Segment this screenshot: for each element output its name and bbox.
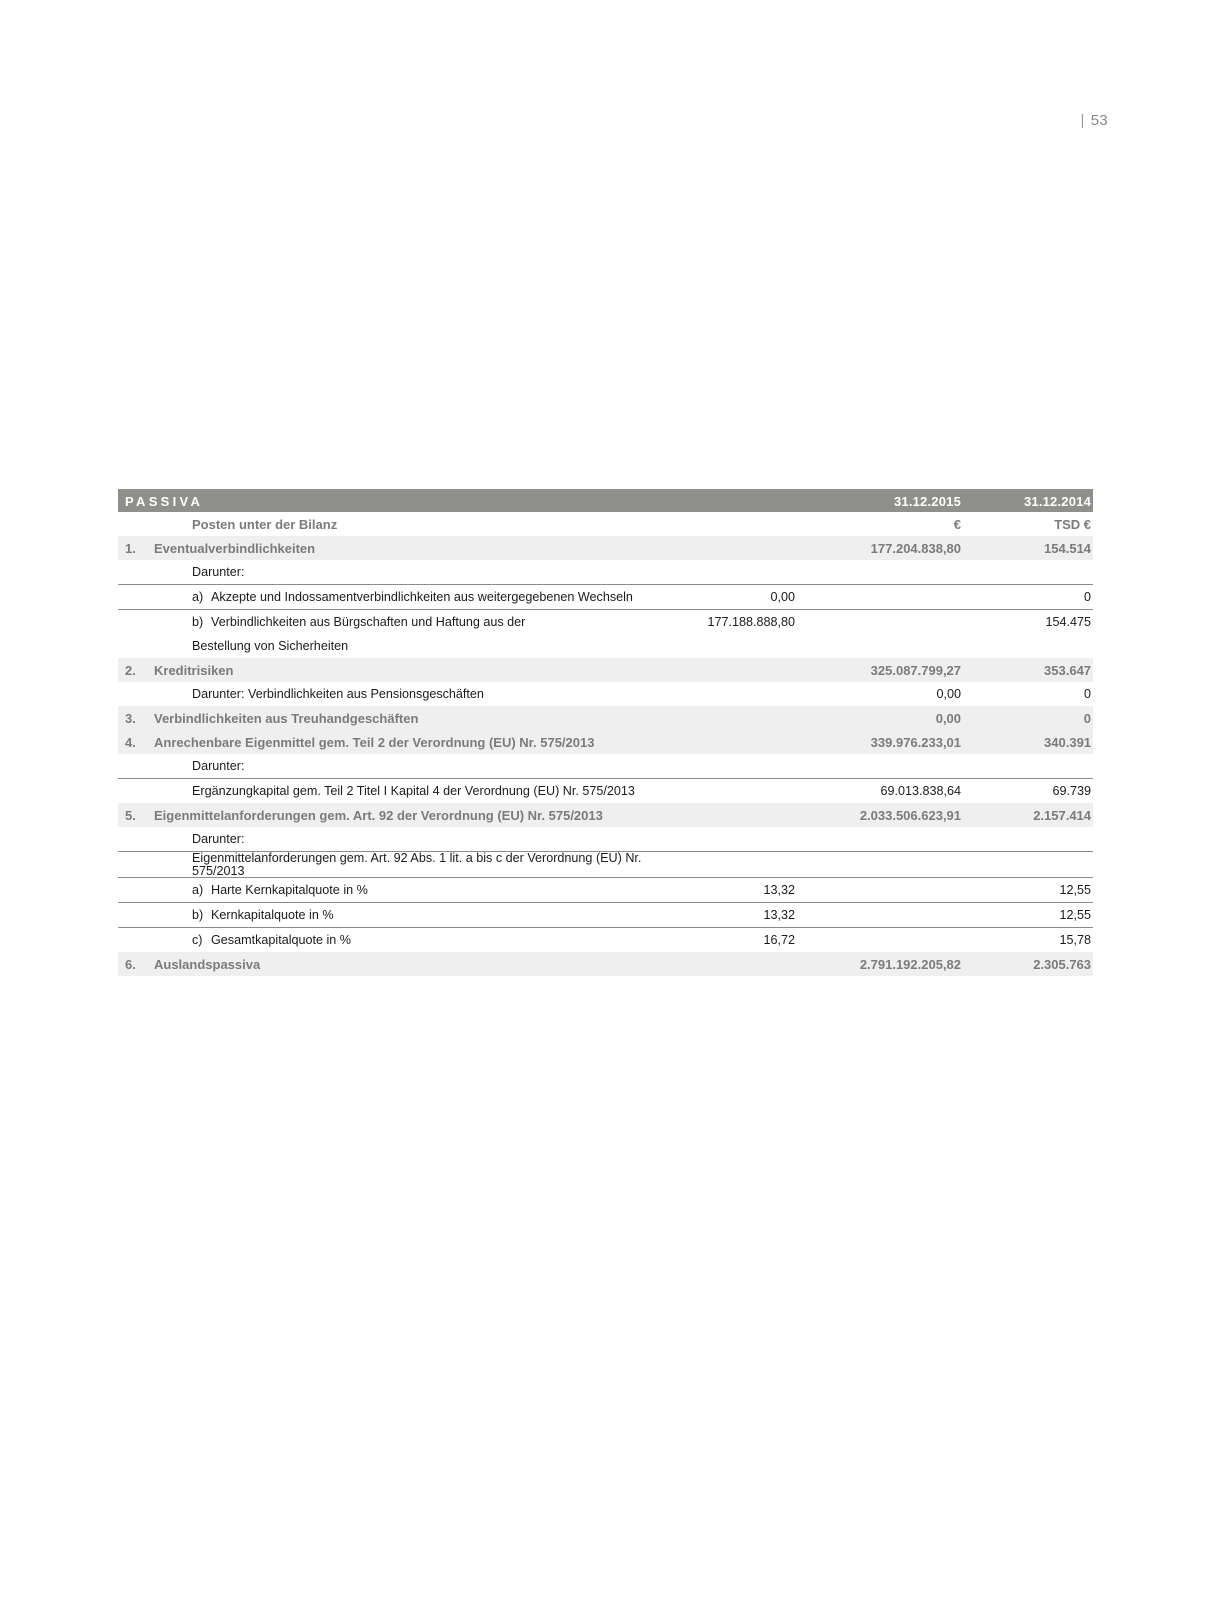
page-number [1081, 112, 1109, 129]
row-inner-value [659, 682, 799, 706]
row-value-2015 [799, 827, 963, 852]
table-body [118, 536, 1093, 976]
row-label [154, 610, 659, 635]
row-label: Darunter: [154, 827, 659, 852]
table-row [118, 779, 1093, 804]
row-label-text: Harte Kernkapitalquote in % [211, 882, 368, 897]
table-row [118, 878, 1093, 903]
row-inner-value [659, 754, 799, 779]
row-inner-value [659, 536, 799, 560]
row-inner-value [659, 952, 799, 976]
table-row [118, 634, 1093, 658]
row-number: 3. [118, 706, 154, 730]
row-label: Verbindlichkeiten aus Treuhandgeschäften [154, 706, 659, 730]
row-label [154, 585, 659, 610]
row-label-text: Gesamtkapitalquote in % [211, 932, 352, 947]
row-number [118, 610, 154, 635]
row-inner-value: 0,00 [659, 585, 799, 610]
row-value-2015: 2.033.506.623,91 [799, 803, 963, 827]
row-value-2015: 0,00 [799, 706, 963, 730]
table-row [118, 827, 1093, 852]
table-row [118, 928, 1093, 953]
row-value-2014 [963, 754, 1093, 779]
row-number [118, 878, 154, 903]
row-inner-value: 13,32 [659, 878, 799, 903]
row-label: Ergänzungkapital gem. Teil 2 Titel I Kapital 4 der Verordnung (EU) Nr. 575/2013 [154, 779, 659, 804]
row-label-text: Kernkapitalquote in % [211, 907, 334, 922]
table-row [118, 658, 1093, 682]
row-label [154, 878, 659, 903]
row-value-2015: 2.791.192.205,82 [799, 952, 963, 976]
row-label: Darunter: Verbindlichkeiten aus Pensionsgeschäften [154, 682, 659, 706]
subheader-unit-tsd-euro: TSD € [1054, 516, 1092, 532]
row-number: 2. [118, 658, 154, 682]
row-label: Bestellung von Sicherheiten [154, 634, 659, 658]
row-number [118, 779, 154, 804]
row-value-2014: 15,78 [963, 928, 1093, 953]
row-inner-value [659, 779, 799, 804]
table-row [118, 706, 1093, 730]
row-inner-value [659, 827, 799, 852]
row-enumerator: a) [192, 589, 204, 604]
row-inner-value: 13,32 [659, 903, 799, 928]
table-row [118, 803, 1093, 827]
table-row [118, 610, 1093, 635]
table-row [118, 754, 1093, 779]
row-value-2014 [963, 852, 1093, 878]
row-label-text: Akzepte und Indossamentverbindlichkeiten aus weitergegebenen Wechseln [211, 589, 633, 604]
row-number [118, 827, 154, 852]
row-label: Darunter: [154, 754, 659, 779]
row-value-2014: 2.305.763 [963, 952, 1093, 976]
row-number [118, 560, 154, 585]
row-value-2015: 339.976.233,01 [799, 730, 963, 754]
row-number: 1. [118, 536, 154, 560]
table-row [118, 903, 1093, 928]
row-value-2015: 0,00 [799, 682, 963, 706]
subheader-row [118, 512, 1093, 536]
row-value-2014 [963, 560, 1093, 585]
row-inner-value [659, 706, 799, 730]
row-number [118, 634, 154, 658]
row-number [118, 852, 154, 878]
row-value-2015 [799, 585, 963, 610]
row-value-2014: 154.514 [963, 536, 1093, 560]
row-label: Eigenmittelanforderungen gem. Art. 92 Abs. 1 lit. a bis c der Verordnung (EU) Nr. 575/2013 [154, 852, 659, 878]
row-label: Eigenmittelanforderungen gem. Art. 92 der Verordnung (EU) Nr. 575/2013 [154, 803, 659, 827]
row-value-2014: 12,55 [963, 878, 1093, 903]
row-value-2014: 2.157.414 [963, 803, 1093, 827]
table-row [118, 852, 1093, 878]
header-col-2014: 31.12.2014 [963, 489, 1093, 512]
row-label: Auslandspassiva [154, 952, 659, 976]
table-header [118, 489, 1093, 536]
row-label-text: Verbindlichkeiten aus Bürgschaften und Haftung aus der [211, 614, 526, 629]
row-label: Darunter: [154, 560, 659, 585]
row-value-2015 [799, 560, 963, 585]
passiva-table-container [118, 489, 1093, 976]
row-inner-value: 16,72 [659, 928, 799, 953]
row-number [118, 754, 154, 779]
passiva-table [118, 489, 1093, 976]
row-value-2015: 177.204.838,80 [799, 536, 963, 560]
row-enumerator: c) [192, 932, 203, 947]
row-value-2015 [799, 903, 963, 928]
header-band-row [118, 489, 1093, 512]
row-value-2015 [799, 634, 963, 658]
row-value-2014: 0 [963, 706, 1093, 730]
row-enumerator: a) [192, 882, 204, 897]
page-number-separator: | [1080, 112, 1085, 129]
table-row [118, 536, 1093, 560]
subheader-unit-euro: € [953, 516, 962, 532]
row-value-2015 [799, 852, 963, 878]
row-inner-value [659, 658, 799, 682]
row-inner-value [659, 803, 799, 827]
row-enumerator: b) [192, 614, 204, 629]
row-value-2014: 12,55 [963, 903, 1093, 928]
row-value-2015 [799, 878, 963, 903]
table-row [118, 560, 1093, 585]
row-label [154, 903, 659, 928]
row-value-2014 [963, 827, 1093, 852]
row-number: 5. [118, 803, 154, 827]
row-label: Kreditrisiken [154, 658, 659, 682]
row-inner-value [659, 560, 799, 585]
row-number [118, 585, 154, 610]
row-number [118, 903, 154, 928]
row-inner-value [659, 852, 799, 878]
row-label: Anrechenbare Eigenmittel gem. Teil 2 der Verordnung (EU) Nr. 575/2013 [154, 730, 659, 754]
row-inner-value [659, 634, 799, 658]
row-label: Eventualverbindlichkeiten [154, 536, 659, 560]
row-value-2014: 0 [963, 682, 1093, 706]
row-value-2014 [963, 634, 1093, 658]
table-row [118, 952, 1093, 976]
row-enumerator: b) [192, 907, 204, 922]
row-value-2015 [799, 754, 963, 779]
table-row [118, 682, 1093, 706]
row-number [118, 928, 154, 953]
row-value-2015 [799, 928, 963, 953]
row-value-2014: 0 [963, 585, 1093, 610]
row-value-2015 [799, 610, 963, 635]
row-number: 4. [118, 730, 154, 754]
row-number: 6. [118, 952, 154, 976]
row-value-2014: 69.739 [963, 779, 1093, 804]
table-row [118, 585, 1093, 610]
subheader-label: Posten unter der Bilanz [192, 516, 338, 532]
row-value-2014: 353.647 [963, 658, 1093, 682]
row-value-2014: 154.475 [963, 610, 1093, 635]
row-value-2015: 325.087.799,27 [799, 658, 963, 682]
header-col-2015: 31.12.2015 [799, 489, 963, 512]
row-inner-value: 177.188.888,80 [659, 610, 799, 635]
row-value-2015: 69.013.838,64 [799, 779, 963, 804]
table-row [118, 730, 1093, 754]
row-number [118, 682, 154, 706]
header-title: PASSIVA [118, 489, 799, 512]
row-value-2014: 340.391 [963, 730, 1093, 754]
row-label [154, 928, 659, 953]
row-inner-value [659, 730, 799, 754]
page-number-value: 53 [1090, 112, 1108, 129]
